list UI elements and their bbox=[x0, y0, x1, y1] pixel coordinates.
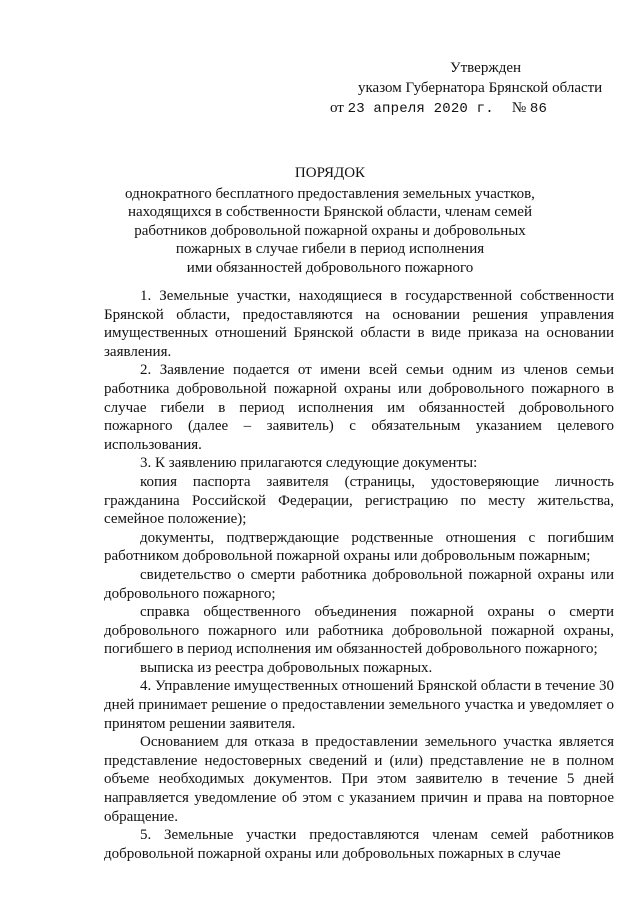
paragraph-5: 5. Земельные участки предоставляются членам семей работников добровольной пожарной охраны или добровольных пожарных в случае bbox=[104, 827, 614, 862]
approval-line-approved: Утвержден bbox=[450, 60, 522, 76]
document-list-item-passport: копия паспорта заявителя (страницы, удостоверяющие личность гражданина Российской Федерации, регистрацию по месту жительства, семейное положение); bbox=[104, 473, 614, 528]
approval-number: 86 bbox=[529, 101, 548, 117]
document-title: ПОРЯДОК bbox=[294, 165, 366, 181]
document-subtitle-line: ими обязанностей добровольного пожарного bbox=[186, 259, 474, 276]
document-heading bbox=[110, 164, 550, 277]
approval-number-sign: № bbox=[511, 100, 527, 116]
document-list-item-registry-extract: выписка из реестра добровольных пожарных. bbox=[140, 659, 433, 676]
document-body bbox=[104, 287, 614, 863]
paragraph-refusal-grounds: Основанием для отказа в предоставлении земельного участка является представление недостоверных сведений и (или) представление не в полном объеме необходимых документов. При этом заявителю в течение 5 дней направляется уведомление об этом с указанием причин и права на повторное обращение. bbox=[104, 734, 614, 825]
paragraph-2: 2. Заявление подается от имени всей семьи одним из членов семьи работника добровольной пожарной охраны или добровольного пожарного в случае гибели в период исполнения им обязанностей добровольного пожарного (далее – заявитель) с обязательным указанием целевого использования. bbox=[104, 362, 614, 453]
document-list-item-death-certificate: свидетельство о смерти работника добровольной пожарной охраны или добровольного пожарного; bbox=[104, 566, 614, 602]
document-list-item-kinship: документы, подтверждающие родственные отношения с погибшим работником добровольной пожарной охраны или добровольным пожарным; bbox=[104, 529, 614, 565]
approval-stamp bbox=[330, 58, 620, 119]
document-list-item-certificate: справка общественного объединения пожарной охраны о смерти добровольного пожарного или работника добровольной пожарной охраны, погибшего в период исполнения им обязанностей добровольного пожарного; bbox=[104, 604, 614, 658]
paragraph-4: 4. Управление имущественных отношений Брянской области в течение 30 дней принимает решение о предоставлении земельного участка и уведомляет о принятом решении заявителя. bbox=[104, 678, 614, 732]
document-subtitle-line: работников добровольной пожарной охраны и добровольных bbox=[134, 222, 526, 239]
paragraph-3: 3. К заявлению прилагаются следующие документы: bbox=[140, 455, 478, 472]
approval-line-decree: указом Губернатора Брянской области bbox=[358, 80, 603, 96]
paragraph-1: 1. Земельные участки, находящиеся в государственной собственности Брянской области, предоставляются на основании решения управления имущественных отношений Брянской области в виде приказа на основании заявления. bbox=[104, 288, 614, 360]
approval-line-date bbox=[330, 98, 620, 119]
document-subtitle-line: однократного бесплатного предоставления земельных участков, bbox=[125, 185, 535, 202]
document-subtitle-line: находящихся в собственности Брянской области, членам семей bbox=[127, 204, 532, 220]
approval-date: 23 апреля 2020 г. bbox=[347, 101, 494, 117]
approval-from-label: от bbox=[330, 100, 344, 116]
document-subtitle-line: пожарных в случае гибели в период исполнения bbox=[175, 241, 485, 257]
